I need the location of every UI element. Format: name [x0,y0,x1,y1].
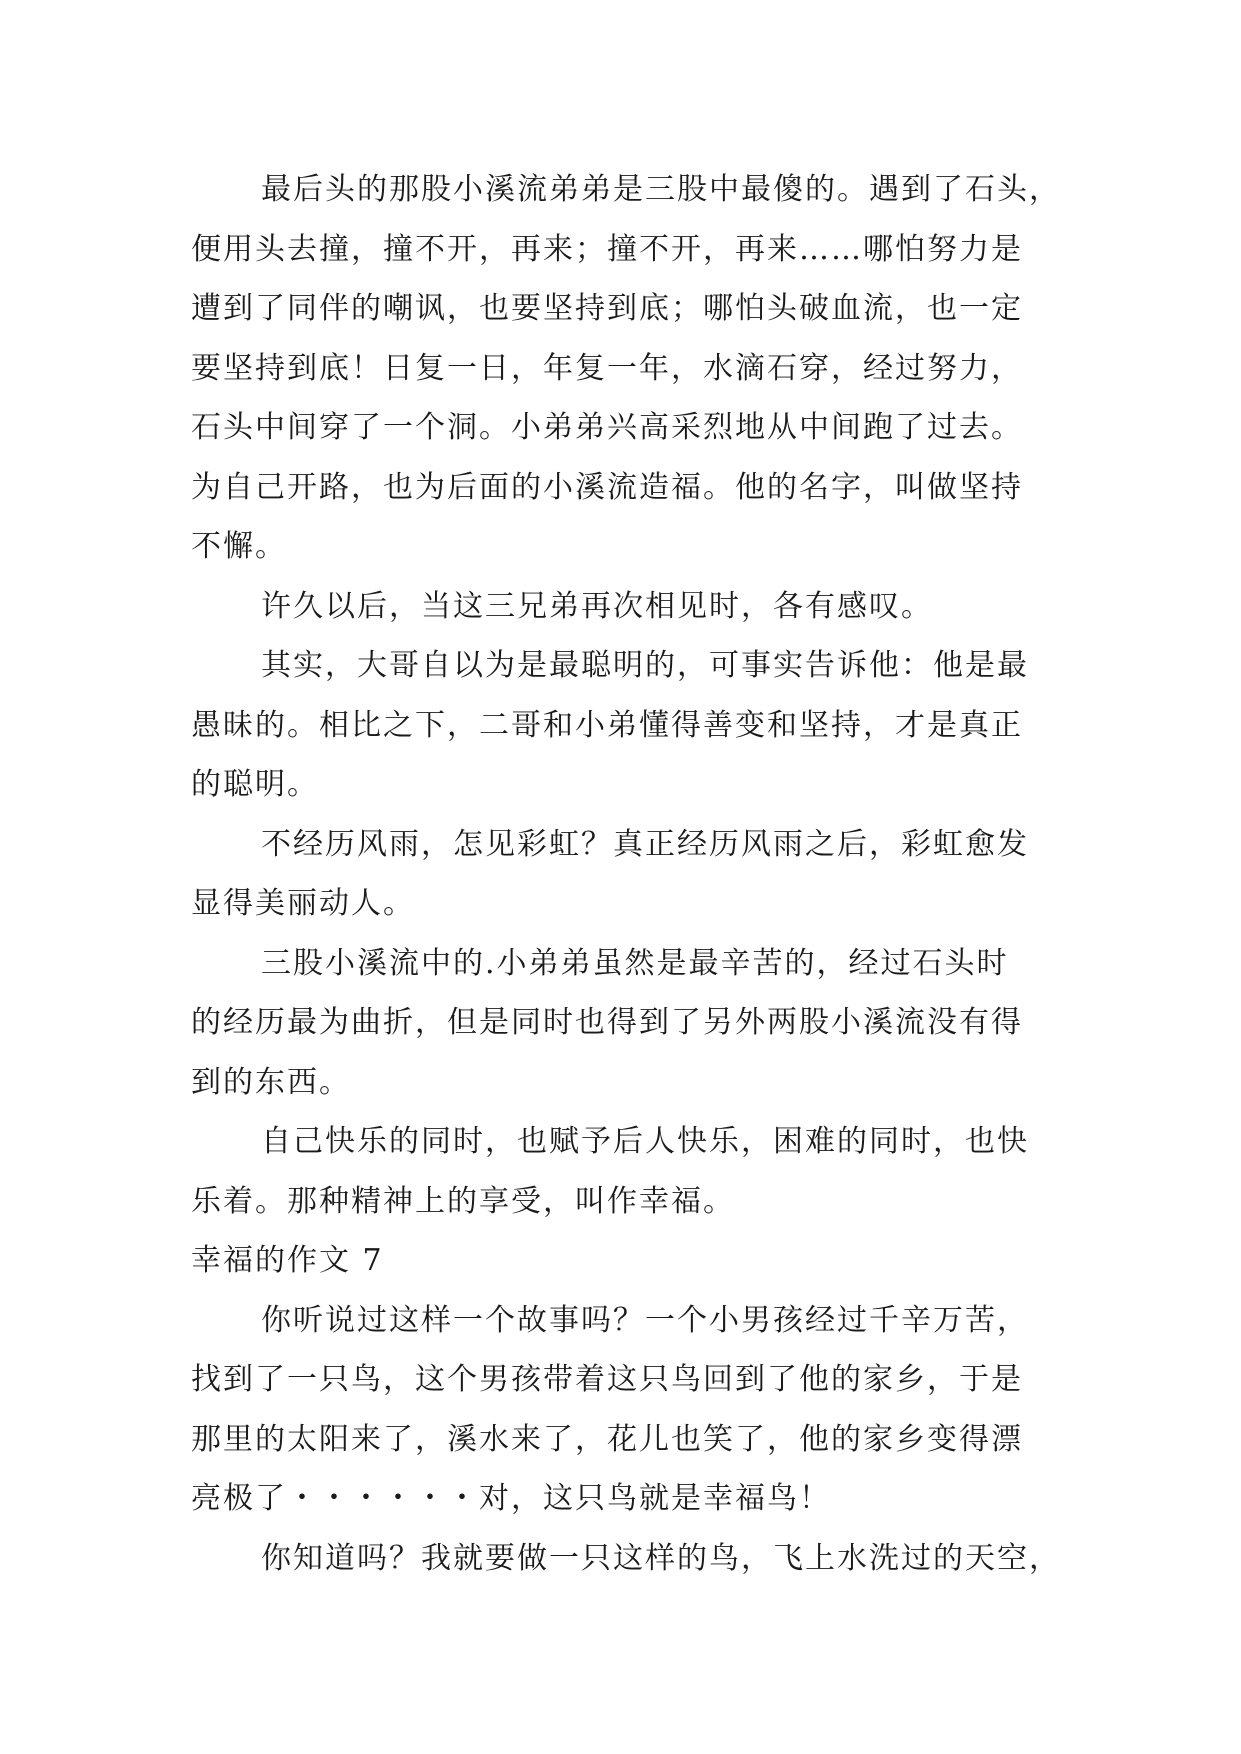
paragraph-line: 显得美丽动人。 [191,886,415,921]
paragraph-line: 许久以后，当这三兄弟再次相见时，各有感叹。 [261,588,933,624]
paragraph [191,1529,1071,1589]
paragraph-line: 你知道吗？我就要做一只这样的鸟，飞上水洗过的天空， [261,1540,1061,1576]
paragraph-line: 便用头去撞，撞不开，再来；撞不开，再来……哪怕努力是 [191,231,1023,267]
paragraph [191,636,1071,815]
paragraph-line: 你听说过这样一个故事吗？一个小男孩经过千辛万苦， [261,1302,1029,1338]
paragraph-line: 的经历最为曲折，但是同时也得到了另外两股小溪流没有得 [191,1005,1023,1040]
paragraph [191,934,1071,1113]
paragraph-line: 亮极了・・・・・・对，这只鸟就是幸福鸟！ [191,1481,831,1516]
paragraph [191,160,1071,577]
paragraph-line: 愚昧的。相比之下，二哥和小弟懂得善变和坚持，才是真正 [191,707,1023,743]
paragraph [191,815,1071,934]
paragraph-line: 乐着。那种精神上的享受，叫作幸福。 [191,1183,735,1219]
paragraph [191,1291,1071,1529]
paragraph-line: 自己快乐的同时，也赋予后人快乐，困难的同时，也快 [261,1124,1029,1159]
paragraph-line: 不懈。 [191,529,287,564]
paragraph-line: 最后头的那股小溪流弟弟是三股中最傻的。遇到了石头， [261,172,1061,207]
paragraph-line: 要坚持到底！日复一日，年复一年，水滴石穿，经过努力， [191,350,1023,386]
section-heading: 幸福的作文 7 [191,1243,384,1278]
paragraph-line: 为自己开路，也为后面的小溪流造福。他的名字，叫做坚持 [191,469,1023,505]
paragraph-line: 到的东西。 [191,1064,351,1100]
paragraph-line: 其实，大哥自以为是最聪明的，可事实告诉他：他是最 [261,648,1029,683]
document-body [191,160,1071,1588]
paragraph [191,577,1071,637]
paragraph-line: 遭到了同伴的嘲讽，也要坚持到底；哪怕头破血流，也一定 [191,291,1023,326]
paragraph-line: 找到了一只鸟，这个男孩带着这只鸟回到了他的家乡，于是 [191,1362,1023,1397]
paragraph-line: 石头中间穿了一个洞。小弟弟兴高采烈地从中间跑了过去。 [191,410,1023,445]
paragraph-line: 不经历风雨，怎见彩虹？真正经历风雨之后，彩虹愈发 [261,826,1029,862]
paragraph-line: 那里的太阳来了，溪水来了，花儿也笑了，他的家乡变得漂 [191,1421,1023,1457]
paragraph-line: 的聪明。 [191,767,319,802]
paragraph-line: 三股小溪流中的.小弟弟虽然是最辛苦的，经过石头时 [261,945,1009,981]
paragraph [191,1112,1071,1231]
